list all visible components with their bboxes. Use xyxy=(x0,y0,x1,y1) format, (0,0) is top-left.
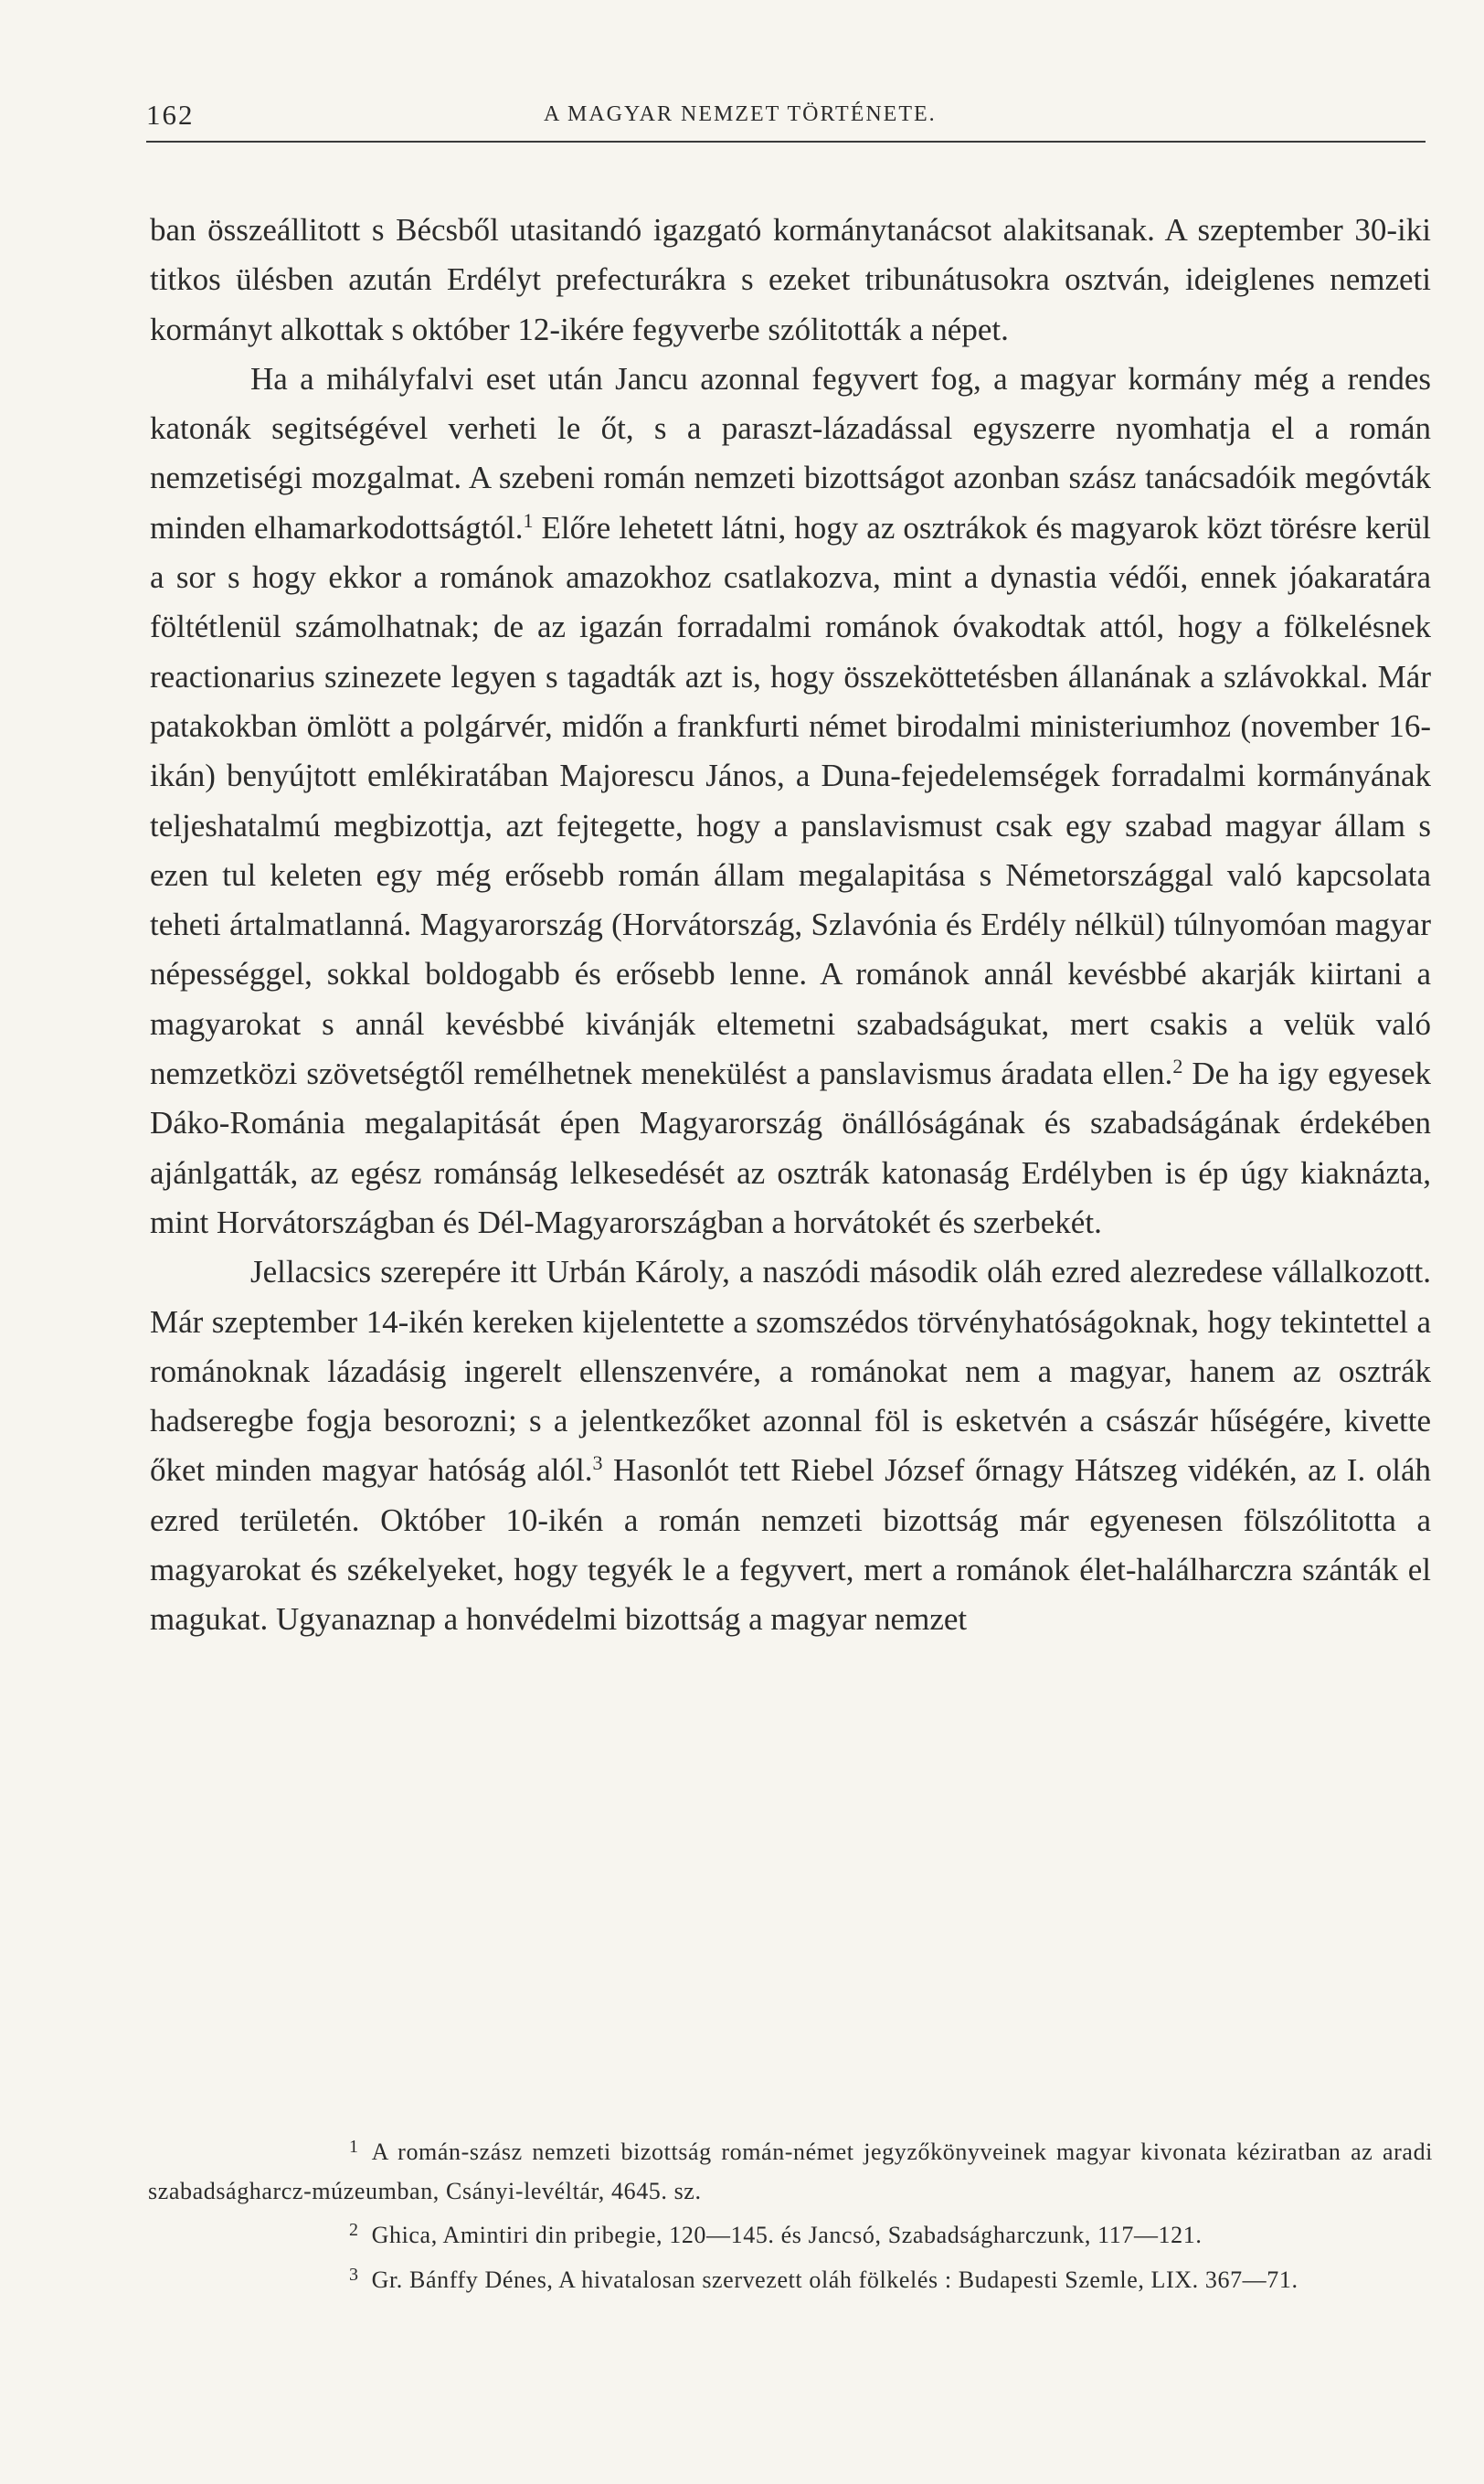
page-number: 162 xyxy=(146,99,195,131)
body-paragraph xyxy=(150,1247,1431,1644)
footnote-text: Ghica, Amintiri din pribegie, 120—145. és Jancsó, Szabadságharczunk, 117—121. xyxy=(371,2222,1203,2248)
footnotes xyxy=(148,2128,1433,2299)
footnote xyxy=(148,2211,1433,2256)
footnote-mark: 1 xyxy=(349,2137,359,2157)
page-header xyxy=(146,95,1426,143)
paragraph-text: ban összeállitott s Bécsből utasitandó igazgató kormánytanácsot alakitsanak. A szeptember 30-iki titkos ülésben azután Erdélyt prefecturákra s ezeket tribunátusokra osztván, ideiglenes nemzeti kormányt alkottak s október 12-ikére fegyverbe szólitották a népet. xyxy=(150,212,1431,347)
footnote-mark: 3 xyxy=(349,2264,359,2285)
paragraph-text: De ha igy egyesek Dáko-Románia megalapitását épen Magyarország önállóságának és szabadságának érdekében ajánlgatták, az egész románság lelkesedését az osztrák katonaság Erdélyben is ép úgy kiaknázta, mint Horvátországban és Dél-Magyarországban a horvátokét és szerbekét. xyxy=(150,1056,1431,1240)
paragraph-text: Előre lehetett látni, hogy az osztrákok és magyarok közt törésre kerül a sor s hogy ekkor a románok amazokhoz csatlakozva, mint a dynastia védői, ennek jóakaratára föltétlenül számolhatnak; de az igazán forradalmi románok óvakodtak attól, hogy a fölkelésnek reactionarius szinezete legyen s tagadták azt is, hogy összeköttetésben állanának a szlávokkal. Már patakokban ömlött a polgárvér, midőn a frankfurti német birodalmi ministeriumhoz (november 16-ikán) benyújtott emlékiratában Majorescu János, a Duna-fejedelemségek forradalmi kormányának teljeshatalmú megbizottja, azt fejtegette, hogy a panslavismust csak egy szabad magyar állam s ezen tul keleten egy még erősebb román állam megalapitása s Németországgal való kapcsolata teheti ártalmatlanná. Magyarország (Horvátország, Szlavónia és Erdély nélkül) túlnyomóan magyar népességgel, sokkal boldogabb és erősebb lenne. A románok annál kevésbbé akarják kiirtani a magyarokat s annál kevésbbé kivánják eltemetni szabadságukat, mert csakis a velük való nemzetközi szövetségtől remélhetnek menekülést a panslavismus áradata ellen. xyxy=(150,509,1431,1092)
paragraph-text: Hasonlót tett Riebel József őrnagy Hátszeg vidékén, az I. oláh ezred területén. Október 10-ikén a román nemzeti bizottság már egyenesen fölszólitotta a magyarokat és székelyeket, hogy tegyék le a fegyvert, mert a románok élet-halálharczra szánták el magukat. Ugyanaznap a honvédelmi bizottság a magyar nemzet xyxy=(150,1452,1431,1638)
footnote xyxy=(148,2128,1433,2211)
footnote-reference[interactable]: 3 xyxy=(592,1451,603,1475)
footnote-mark: 2 xyxy=(349,2220,359,2240)
body-text xyxy=(150,206,1431,1645)
footnote-text: A román-szász nemzeti bizottság román-német jegyzőkönyveinek magyar kivonata kéziratban az aradi szabadságharcz-múzeumban, Csányi-levéltár, 4645. sz. xyxy=(148,2139,1433,2204)
footnote-reference[interactable]: 2 xyxy=(1172,1055,1183,1078)
paragraph-text: Jellacsics szerepére itt Urbán Károly, a naszódi második oláh ezred alezredese vállalkozott. Már szeptember 14-ikén kereken kijelentette a szomszédos törvényhatóságoknak, hogy tekintettel a románoknak lázadásig ingerelt ellenszenvére, a románokat nem a magyar, hanem az osztrák hadseregbe fogja besorozni; s a jelentkezőket azonnal föl is esketvén a császár hűségére, kivette őket minden magyar hatóság alól. xyxy=(150,1254,1431,1489)
footnote xyxy=(148,2256,1433,2300)
paragraph-text: Ha a mihályfalvi eset után Jancu azonnal fegyvert fog, a magyar kormány még a rendes katonák segitségével verheti le őt, s a paraszt-lázadással egyszerre nyomhatja el a román nemzetiségi mozgalmat. A szebeni román nemzeti bizottságot azonban szász tanácsadóik megóvták minden elhamarkodottságtól. xyxy=(150,360,1431,546)
footnote-text: Gr. Bánffy Dénes, A hivatalosan szervezett oláh fölkelés : Budapesti Szemle, LIX. 367—71. xyxy=(371,2266,1298,2293)
body-paragraph xyxy=(150,206,1431,355)
running-title: A MAGYAR NEMZET TÖRTÉNETE. xyxy=(544,102,937,126)
body-paragraph xyxy=(150,355,1431,1247)
footnote-reference[interactable]: 1 xyxy=(523,508,534,532)
